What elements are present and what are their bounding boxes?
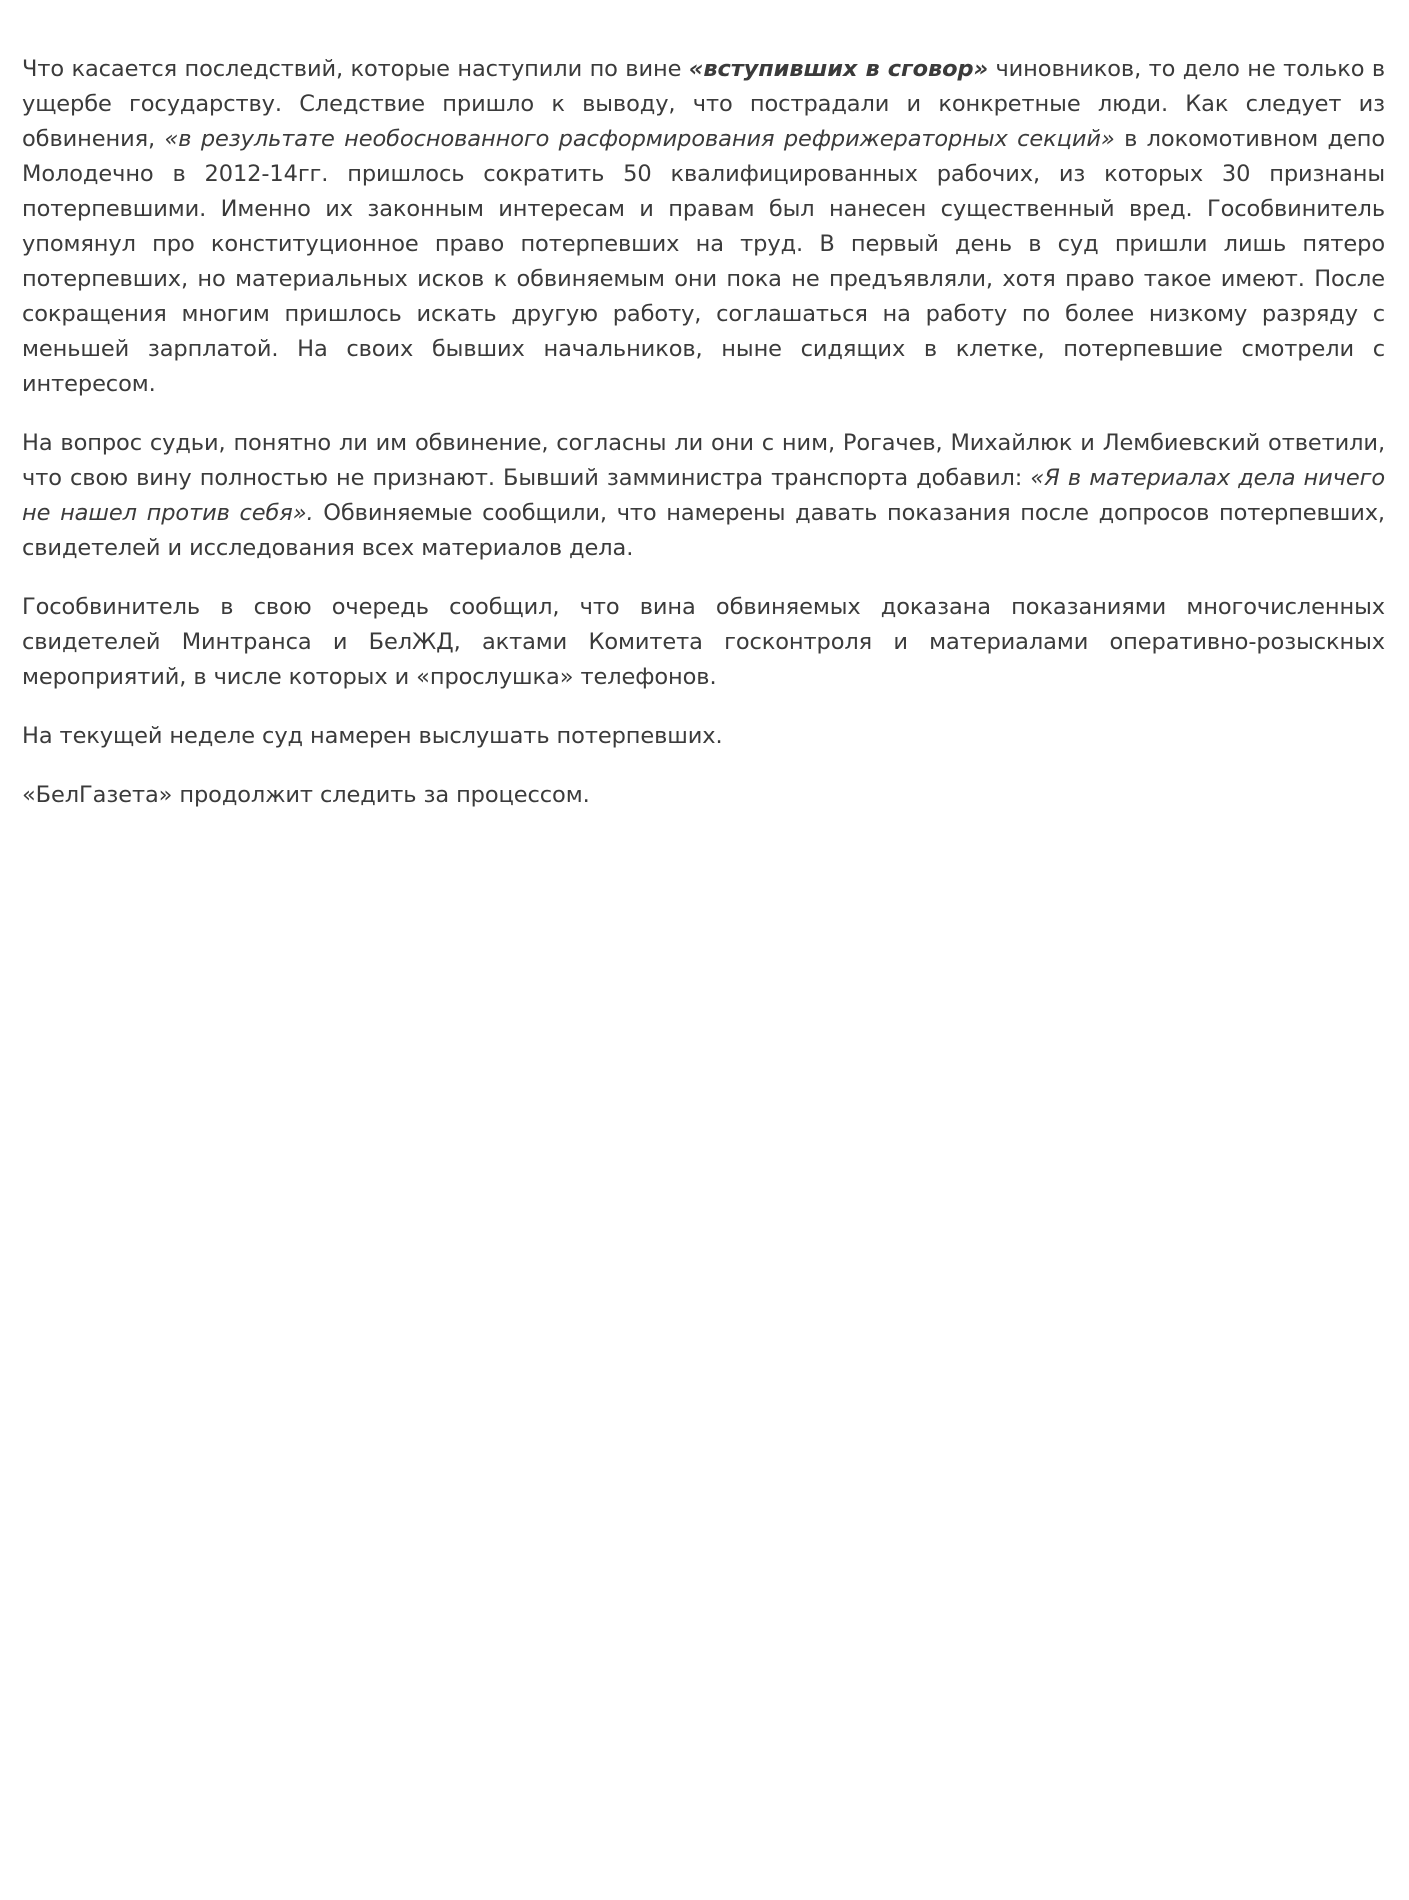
text-run: Что касается последствий, которые наступили по вине: [22, 56, 689, 82]
quoted-phrase-vstupivshih: «вступивших в сговор»: [688, 56, 989, 82]
paragraph-3: [22, 590, 1385, 695]
paragraph-4: [22, 719, 1385, 754]
quoted-phrase-rasformirovanie: «в результате необоснованного расформирования рефрижераторных секций»: [164, 126, 1115, 152]
text-run: На вопрос судьи, понятно ли им обвинение, согласны ли они с ним, Рогачев, Михайлюк и Лембиевский ответили, что свою вину полностью не признают. Бывший замминистра транспорта добавил:: [22, 430, 1385, 491]
article-body: [22, 52, 1385, 813]
text-run: Гособвинитель в свою очередь сообщил, что вина обвиняемых доказана показаниями многочисленных свидетелей Минтранса и БелЖД, актами Комитета госконтроля и материалами оперативно-розыскных мероприятий, в числе которых и «прослушка» телефонов.: [22, 594, 1385, 690]
quoted-phrase-ya-v-materialah: «Я в материалах дела ничего не нашел против себя».: [22, 465, 1386, 526]
paragraph-1: [22, 52, 1385, 402]
text-run: «БелГазета» продолжит следить за процессом.: [22, 782, 590, 808]
text-run: чиновников, то дело не только в ущербе государству. Следствие пришло к выводу, что пострадали и конкретные люди. Как следует из обвинения,: [22, 56, 1385, 152]
paragraph-2: [22, 426, 1385, 566]
paragraph-5: [22, 778, 1385, 813]
text-run: Обвиняемые сообщили, что намерены давать показания после допросов потерпевших, свидетелей и исследования всех материалов дела.: [22, 500, 1385, 561]
text-run: На текущей неделе суд намерен выслушать потерпевших.: [22, 723, 723, 749]
text-run: в локомотивном депо Молодечно в 2012-14гг. пришлось сократить 50 квалифицированных рабочих, из которых 30 признаны потерпевшими. Именно их законным интересам и правам был нанесен существенный вред. Гособвинитель упомянул про конституционное право потерпевших на труд. В первый день в суд пришли лишь пятеро потерпевших, но материальных исков к обвиняемым они пока не предъявляли, хотя право такое имеют. После сокращения многим пришлось искать другую работу, соглашаться на работу по более низкому разряду с меньшей зарплатой. На своих бывших начальников, ныне сидящих в клетке, потерпевшие смотрели с интересом.: [22, 126, 1385, 397]
